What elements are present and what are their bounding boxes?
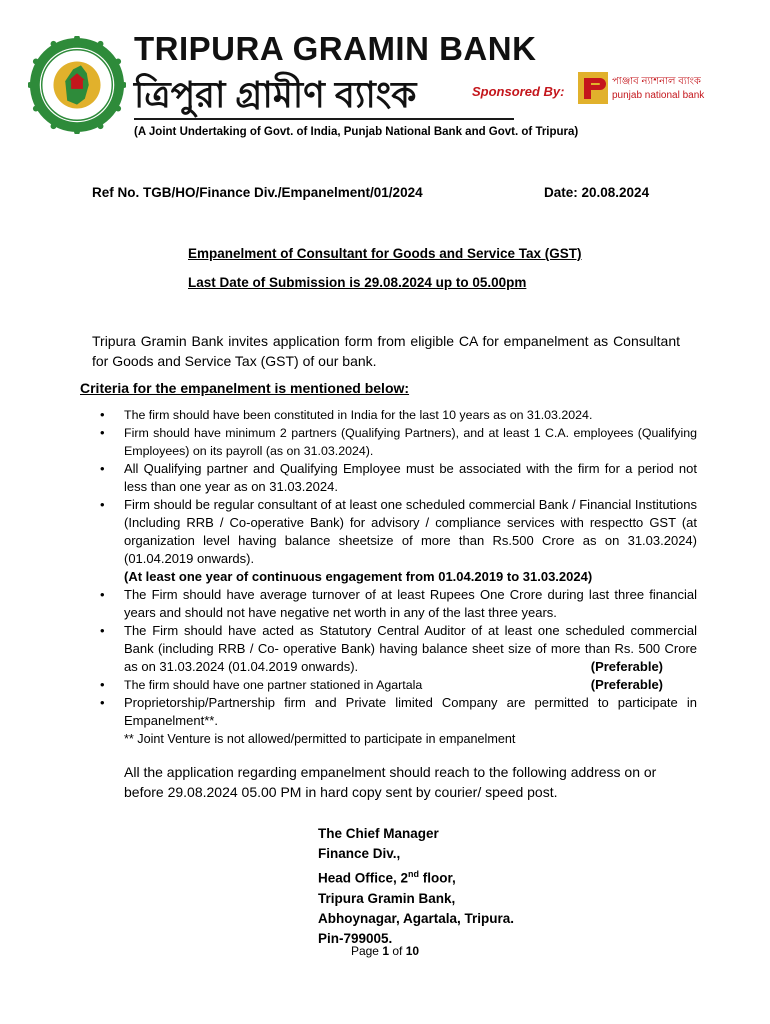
sponsored-by-label: Sponsored By: (472, 84, 565, 99)
sponsor-name-english: punjab national bank (612, 90, 705, 101)
closing-paragraph: All the application regarding empanelment should reach to the following address on or before 29.08.2024 05.00 PM in hard copy sent by courier/ speed post. (124, 764, 657, 800)
address-line-part: Head Office, 2 (318, 870, 409, 886)
intro-paragraph: Tripura Gramin Bank invites application form from eligible CA for empanelment as Consultant for Goods and Service Tax (GST) of our bank. (92, 333, 680, 369)
criteria-text: Firm should be regular consultant of at least one scheduled commercial Bank / Financial Institutions (Including RRB / Co-operative Bank) for advisory / compliance services with respectto GST (at organization level having balance sheetsize of more than Rs.500 Crore as on 31.03.2024) (01.04.2019 onwards). (124, 497, 698, 566)
page-current: 1 (382, 944, 389, 958)
criteria-list (100, 406, 697, 748)
list-item (100, 460, 697, 496)
list-item (100, 424, 697, 460)
address-line (318, 864, 514, 889)
list-item (100, 694, 697, 748)
criteria-text: The firm should have one partner stationed in Agartala (124, 678, 423, 692)
bank-name-bengali: ত্রিপুরা গ্রামীণ ব্যাংক (134, 74, 417, 115)
bank-name-english: TRIPURA GRAMIN BANK (134, 30, 537, 67)
address-line: Tripura Gramin Bank, (318, 890, 456, 906)
criteria-text: Firm should have minimum 2 partners (Qualifying Partners), and at least 1 C.A. employees (Qualifying Employees) on its payroll (as on 31.03.2024). (124, 426, 697, 458)
of-label: of (392, 944, 403, 958)
criteria-extra: (At least one year of continuous engagement from 01.04.2019 to 31.03.2024) (124, 569, 593, 584)
criteria-text: The firm should have been constituted in India for the last 10 years as on 31.03.2024. (124, 408, 593, 422)
sponsor-name-bengali: পাঞ্জাব ন্যাশনাল ব্যাংক (612, 76, 701, 87)
header-divider (134, 118, 514, 120)
address-line-part: floor, (419, 870, 456, 886)
criteria-text: The Firm should have acted as Statutory Central Auditor of at least one scheduled commercial Bank (including RRB / Co- operative Bank) having balance sheet size of more than Rs. 500 Crore as on 31.03.2024 (01.04.2019 onwards). (124, 623, 697, 674)
reference-number: Ref No. TGB/HO/Finance Div./Empanelment/01/2024 (92, 185, 423, 200)
criteria-text: All Qualifying partner and Qualifying Employee must be associated with the firm for a period not less than one year as on 31.03.2024. (124, 461, 697, 494)
address-block (318, 824, 514, 949)
list-item (100, 496, 697, 586)
address-line: Finance Div., (318, 846, 401, 861)
address-line: Pin-799005. (318, 930, 393, 946)
preferable-tag: (Preferable) (590, 677, 663, 692)
page-label: Page (350, 944, 379, 958)
list-item (100, 676, 697, 694)
list-item (100, 622, 697, 676)
criteria-text: The Firm should have average turnover of at least Rupees One Crore during last three financial years and should not have negative net worth in any of the last three years. (124, 587, 697, 620)
bank-logo-icon (28, 36, 126, 134)
address-superscript: nd (408, 869, 420, 879)
joint-venture-note: ** Joint Venture is not allowed/permitted to participate in empanelment (124, 732, 516, 746)
joint-undertaking-note: (A Joint Undertaking of Govt. of India, Punjab National Bank and Govt. of Tripura) (134, 126, 579, 138)
address-line: Abhoynagar, Agartala, Tripura. (318, 910, 515, 926)
criteria-text: Proprietorship/Partnership firm and Private limited Company are permitted to participate in Empanelment**. (124, 695, 697, 728)
preferable-tag: (Preferable) (590, 659, 663, 674)
criteria-heading: Criteria for the empanelment is mentioned below: (80, 380, 410, 396)
pnb-logo-icon (578, 72, 608, 104)
subject-heading: Empanelment of Consultant for Goods and Service Tax (GST) (188, 246, 582, 261)
page-total: 10 (405, 944, 420, 958)
list-item (100, 586, 697, 622)
list-item (100, 406, 697, 424)
page-number (0, 944, 770, 958)
last-date-heading: Last Date of Submission is 29.08.2024 up to 05.00pm (188, 275, 527, 290)
document-date: Date: 20.08.2024 (544, 185, 650, 200)
address-line: The Chief Manager (318, 826, 439, 841)
